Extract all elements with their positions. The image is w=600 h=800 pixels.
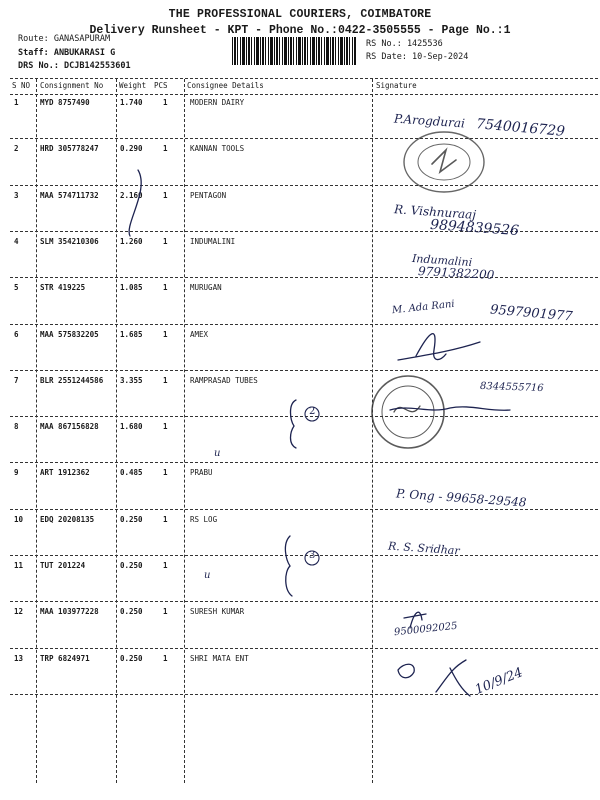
row-divider — [10, 277, 598, 278]
row-sno: 5 — [14, 283, 19, 293]
rs-number: RS No.: 1425536 — [366, 39, 443, 49]
row-consignment-number: HRD 305778247 — [40, 144, 99, 154]
col-header-pcs: PCS — [154, 81, 168, 90]
signature-scribble-row-6 — [398, 334, 480, 360]
row-consignment-number: MAA 575832205 — [40, 329, 99, 339]
row-pcs: 1 — [163, 283, 168, 293]
row-consignment-number: BLR 2551244586 — [40, 375, 104, 385]
row-consignee: AMEX — [190, 329, 209, 339]
col-header-signature: Signature — [376, 81, 417, 90]
signature-scribble-row-7 — [390, 407, 510, 410]
row-pcs: 1 — [163, 329, 168, 339]
row-pcs: 1 — [163, 514, 168, 524]
row-sno: 3 — [14, 190, 19, 200]
col-header-consignee: Consignee Details — [187, 81, 264, 90]
ditto-mark-row-11: u — [204, 570, 211, 581]
row-pcs: 1 — [163, 144, 168, 154]
barcode — [232, 37, 356, 65]
row-pcs: 1 — [163, 375, 168, 385]
row-sno: 6 — [14, 329, 19, 339]
row-consignee: SHRI MATA ENT — [190, 653, 249, 663]
table-header-rule — [10, 94, 598, 95]
row-pcs: 1 — [163, 607, 168, 617]
phone-row-7: 8344555716 — [479, 380, 544, 395]
row-pcs: 1 — [163, 98, 168, 107]
row-consignment-number: MAA 574711732 — [40, 190, 99, 200]
row-sno: 4 — [14, 236, 19, 246]
row-divider — [10, 509, 598, 510]
row-weight: 1.685 — [120, 329, 143, 339]
row-weight: 3.355 — [120, 375, 143, 385]
phone-row-4: 9791382200 — [417, 264, 495, 282]
date-row-13: 10/9/24 — [473, 665, 526, 698]
row-divider — [10, 324, 598, 325]
row-divider — [10, 185, 598, 186]
signature-row-4: Indumalini — [411, 251, 473, 270]
signature-row-1: P.Arogdurai — [393, 111, 466, 131]
row-weight: 0.485 — [120, 468, 143, 478]
signature-row-5: M. Ada Rani — [391, 298, 456, 317]
row-divider — [10, 416, 598, 417]
brace-mark-row-8: 2 — [309, 406, 316, 417]
row-consignee: MURUGAN — [190, 283, 222, 293]
row-divider — [10, 555, 598, 556]
rs-date: RS Date: 10-Sep-2024 — [366, 52, 469, 62]
col-header-sno: S NO — [12, 81, 31, 90]
rs-block — [366, 38, 468, 64]
row-sno: 1 — [14, 98, 19, 107]
company-stamp-row-2 — [404, 132, 484, 192]
brace-row-10-11 — [285, 536, 292, 596]
row-consignee: RAMPRASAD TUBES — [190, 375, 258, 385]
row-consignment-number: MAA 867156828 — [40, 422, 99, 432]
brace-mark-row-11: 3 — [309, 550, 316, 561]
row-consignee: PENTAGON — [190, 190, 227, 200]
row-consignee: KANNAN TOOLS — [190, 144, 245, 154]
signature-scribble-row-13 — [398, 660, 470, 696]
row-weight: 0.250 — [120, 561, 143, 570]
row-sno: 9 — [14, 468, 19, 478]
row-consignee: SURESH KUMAR — [190, 607, 245, 617]
signature-row-3: R. Vishnuraaj — [393, 202, 477, 222]
row-sno: 13 — [14, 653, 24, 663]
signature-row-10: R. S. Sridhar — [387, 539, 461, 558]
phone-row-9: P. Ong - 99658-29548 — [395, 486, 527, 510]
row-pcs: 1 — [163, 561, 168, 570]
phone-row-1: 7540016729 — [475, 116, 566, 140]
row-weight: 0.250 — [120, 514, 143, 524]
runsheet-title: Delivery Runsheet - KPT - Phone No.:0422-3505555 - Page No.:1 — [89, 24, 511, 37]
row-pcs: 1 — [163, 190, 168, 200]
row-consignment-number: ART 1912362 — [40, 468, 90, 478]
col-header-consignment: Consignment No — [40, 81, 104, 90]
brace-row-7-8 — [291, 400, 297, 448]
company-title: THE PROFESSIONAL COURIERS, COIMBATORE — [168, 8, 432, 21]
ditto-mark-row-8: u — [214, 448, 221, 459]
phone-row-12: 9500092025 — [393, 620, 459, 639]
row-divider — [10, 138, 598, 139]
row-sno: 12 — [14, 607, 24, 617]
row-sno: 8 — [14, 422, 19, 432]
round-seal-row-7 — [372, 376, 444, 448]
row-sno: 7 — [14, 375, 19, 385]
row-consignment-number: SLM 354210306 — [40, 236, 99, 246]
row-consignee: PRABU — [190, 468, 213, 478]
row-pcs: 1 — [163, 422, 168, 432]
row-weight: 1.740 — [120, 98, 143, 107]
row-consignment-number: MYD 8757490 — [40, 98, 90, 107]
row-weight: 0.250 — [120, 653, 143, 663]
row-weight: 0.250 — [120, 607, 143, 617]
row-consignee: INDUMALINI — [190, 236, 236, 246]
row-consignment-number: MAA 103977228 — [40, 607, 99, 617]
route-staff-block — [18, 33, 131, 74]
row-sno: 11 — [14, 561, 24, 570]
phone-row-5: 9597901977 — [489, 302, 574, 325]
row-weight: 1.680 — [120, 422, 143, 432]
row-weight: 1.085 — [120, 283, 143, 293]
row-sno: 2 — [14, 144, 19, 154]
row-pcs: 1 — [163, 468, 168, 478]
row-divider — [10, 601, 598, 602]
row-consignment-number: TRP 6824971 — [40, 653, 90, 663]
drs-number: DRS No.: DCJB142553601 — [18, 61, 131, 71]
col-header-weight: Weight — [119, 81, 147, 90]
row-weight: 2.160 — [120, 190, 143, 200]
row-divider — [10, 370, 598, 371]
route-label: Route: GANASAPURAM — [18, 34, 111, 44]
row-consignee: MODERN DAIRY — [190, 98, 245, 107]
row-consignee: RS LOG — [190, 514, 218, 524]
row-pcs: 1 — [163, 236, 168, 246]
row-sno: 10 — [14, 514, 24, 524]
table-top-rule — [10, 78, 598, 79]
row-weight: 0.290 — [120, 144, 143, 154]
row-consignment-number: TUT 201224 — [40, 561, 86, 570]
row-divider — [10, 462, 598, 463]
row-divider — [10, 694, 598, 695]
staff-label: Staff: ANBUKARASI G — [18, 47, 116, 58]
row-pcs: 1 — [163, 653, 168, 663]
row-consignment-number: STR 419225 — [40, 283, 86, 293]
row-consignment-number: EDQ 20208135 — [40, 514, 95, 524]
row-divider — [10, 648, 598, 649]
phone-row-3: 9894839526 — [429, 216, 520, 240]
row-weight: 1.260 — [120, 236, 143, 246]
